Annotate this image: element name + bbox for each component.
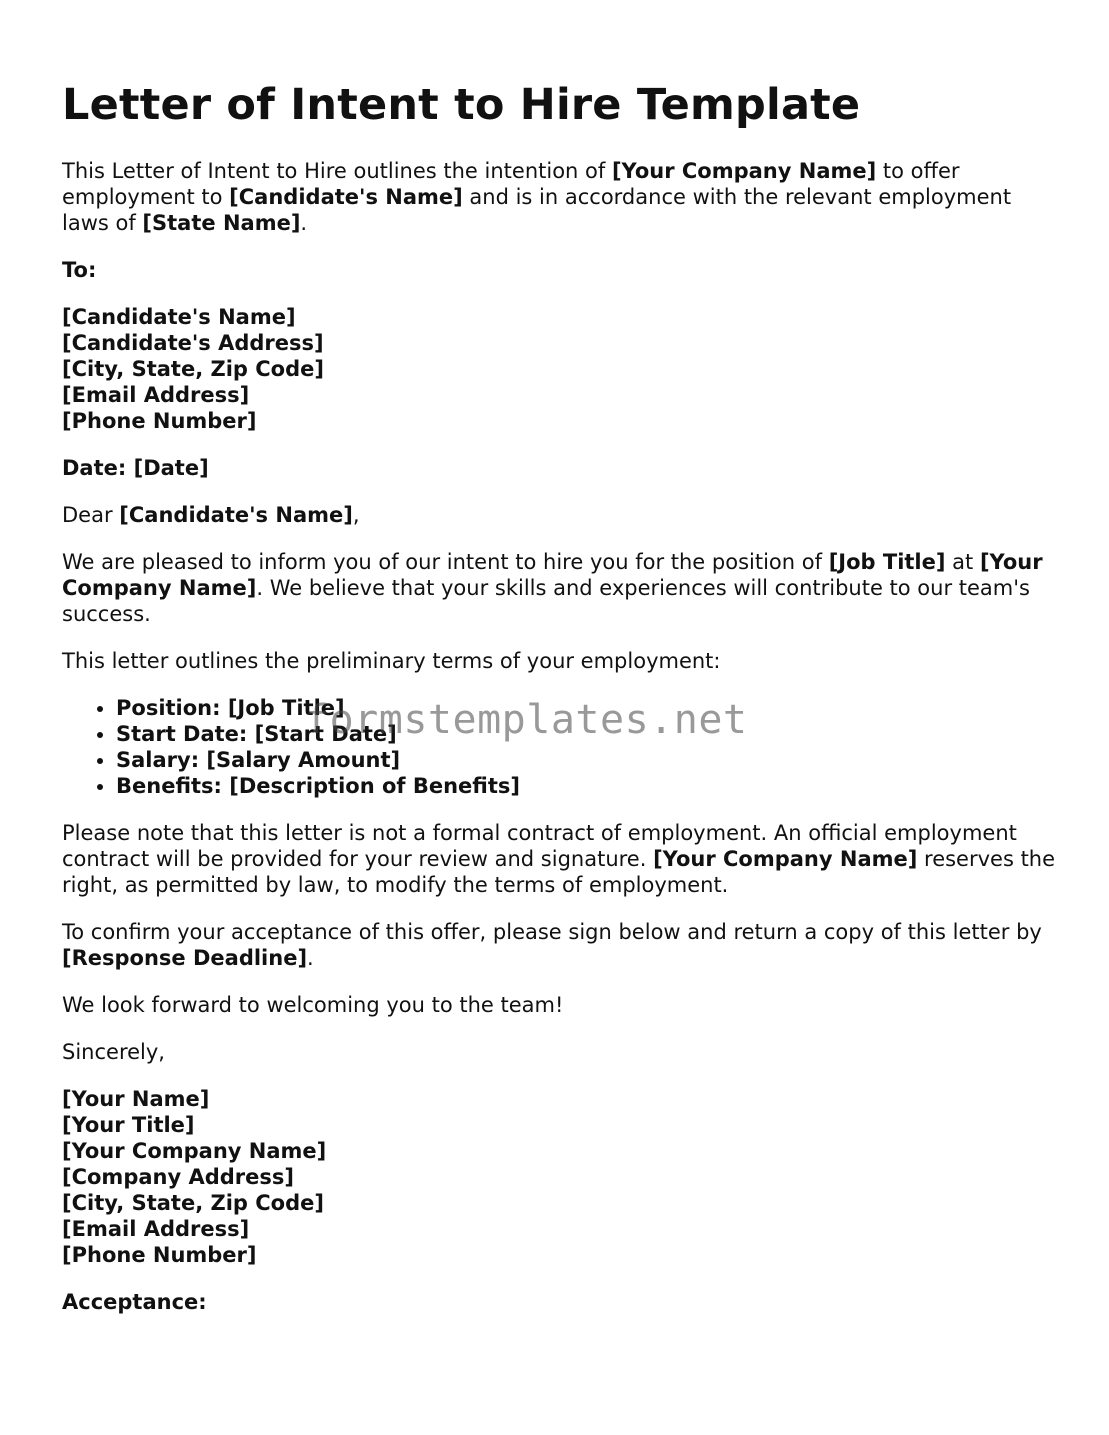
intent-text-1: We are pleased to inform you of our intent to hire you for the position of: [62, 550, 829, 574]
intent-paragraph: [62, 549, 1057, 627]
term-start-date: • Start Date: [Start Date]: [116, 721, 1057, 747]
recipient-city-state-zip: [City, State, Zip Code]: [62, 357, 324, 381]
intro-candidate-placeholder: [Candidate's Name]: [229, 185, 463, 209]
intro-text-2: to offer employment to: [62, 159, 960, 209]
intro-text-4: .: [300, 211, 308, 235]
salutation-name: [Candidate's Name]: [119, 503, 353, 527]
intro-state-placeholder: [State Name]: [142, 211, 301, 235]
to-label: [62, 257, 1057, 283]
disclaimer-company-placeholder: [Your Company Name]: [653, 847, 918, 871]
confirm-text-2: .: [307, 946, 314, 970]
sender-title: [Your Title]: [62, 1113, 195, 1137]
confirm-deadline-placeholder: [Response Deadline]: [62, 946, 308, 970]
sender-address: [Company Address]: [62, 1165, 294, 1189]
recipient-address: [Candidate's Address]: [62, 331, 324, 355]
recipient-block: [62, 304, 1057, 434]
intro-paragraph: [62, 158, 1057, 236]
salutation-comma: ,: [352, 503, 360, 527]
terms-list: [62, 695, 1057, 799]
date-line: [62, 455, 1057, 481]
sender-block: [62, 1086, 1057, 1268]
recipient-name: [Candidate's Name]: [62, 305, 296, 329]
intro-text-3: and is in accordance with the relevant employment laws of: [62, 185, 1012, 235]
sender-phone: [Phone Number]: [62, 1243, 257, 1267]
disclaimer-text-1: Please note that this letter is not a formal contract of employment. An official employment contract will be provided for your review and signature.: [62, 821, 1017, 871]
recipient-email: [Email Address]: [62, 383, 250, 407]
disclaimer-text-2: reserves the right, as permitted by law, to modify the terms of employment.: [62, 847, 1056, 897]
closing-line: Sincerely,: [62, 1040, 165, 1064]
date-line-text: Date: [Date]: [62, 456, 209, 480]
intent-job-placeholder: [Job Title]: [828, 550, 946, 574]
recipient-phone: [Phone Number]: [62, 409, 257, 433]
salutation-dear: Dear: [62, 503, 120, 527]
sender-company: [Your Company Name]: [62, 1139, 327, 1163]
intent-text-3: . We believe that your skills and experiences will contribute to our team's success.: [62, 576, 1030, 626]
sender-email: [Email Address]: [62, 1217, 250, 1241]
watermark-text: formstemplates.net: [305, 697, 748, 743]
intro-company-placeholder: [Your Company Name]: [611, 159, 877, 183]
intent-company-placeholder: [Your Company Name]: [62, 550, 1043, 600]
sender-name: [Your Name]: [62, 1087, 210, 1111]
page-title: Letter of Intent to Hire Template: [62, 80, 861, 130]
welcome-paragraph: We look forward to welcoming you to the team!: [62, 993, 564, 1017]
term-benefits: • Benefits: [Description of Benefits]: [116, 773, 1057, 799]
term-salary: • Salary: [Salary Amount]: [116, 747, 1057, 773]
intro-text-1: This Letter of Intent to Hire outlines the intention of: [62, 159, 612, 183]
sender-city-state-zip: [City, State, Zip Code]: [62, 1191, 324, 1215]
salutation: [62, 502, 1057, 528]
terms-intro-paragraph: This letter outlines the preliminary terms of your employment:: [62, 649, 721, 673]
term-position: • Position: [Job Title]: [116, 695, 1057, 721]
confirm-text-1: To confirm your acceptance of this offer, please sign below and return a copy of this letter by: [62, 920, 1042, 944]
intent-text-2: at: [945, 550, 980, 574]
acceptance-label: [62, 1289, 1057, 1315]
to-label-text: To:: [62, 258, 97, 282]
acceptance-label-text: Acceptance:: [62, 1290, 207, 1314]
confirm-paragraph: [62, 919, 1057, 971]
letter-document: [62, 78, 1057, 1336]
disclaimer-paragraph: [62, 820, 1057, 898]
